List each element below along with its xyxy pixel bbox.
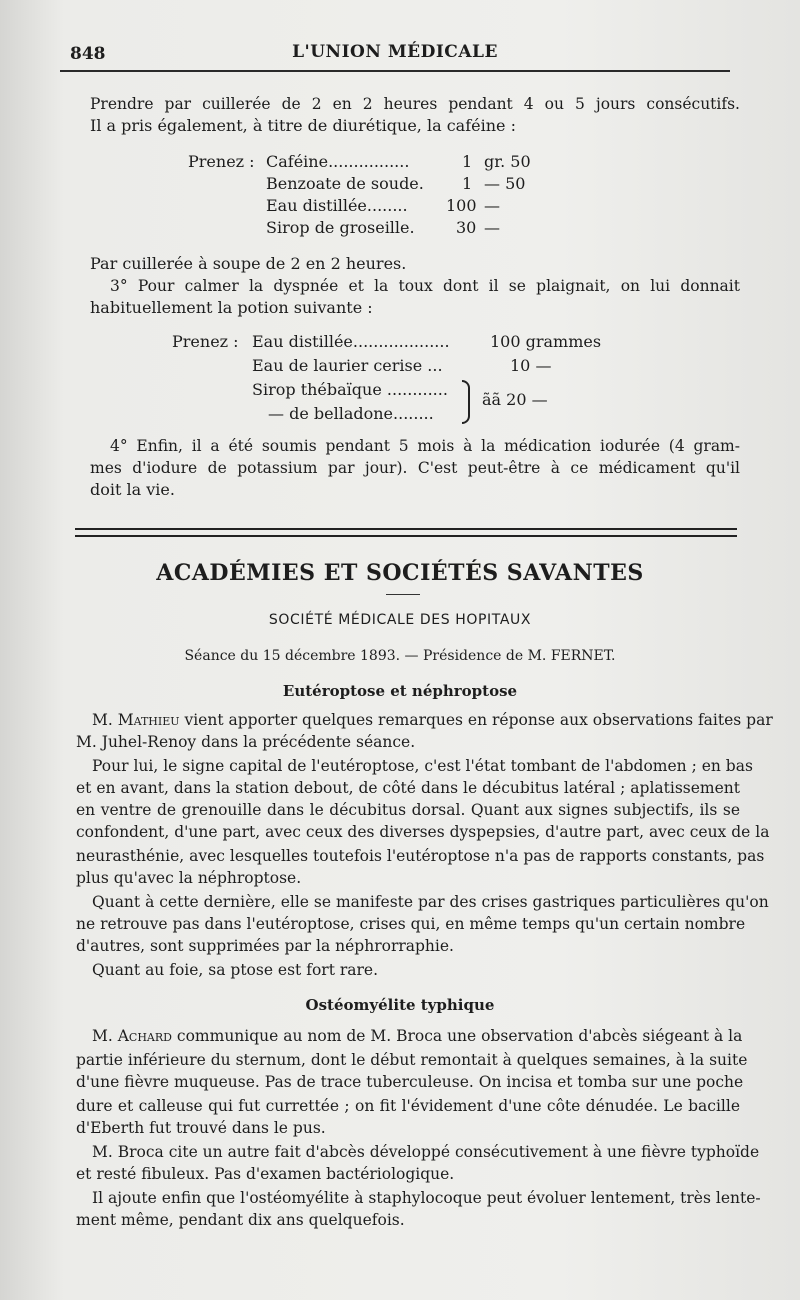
rx1-item-name: Benzoate de soude. bbox=[266, 174, 424, 193]
rx1-item-name: Caféine................ bbox=[266, 152, 410, 171]
rx1-item-unit: — bbox=[484, 218, 500, 237]
article2-line: et resté fibuleux. Pas d'examen bactériologique. bbox=[76, 1165, 455, 1183]
rx2-item-name: Eau distillée................... bbox=[252, 332, 450, 351]
article1-line: M. Mathieu vient apporter quelques remarques en réponse aux observations faites par bbox=[92, 711, 773, 729]
article1-line: Quant au foie, sa ptose est fort rare. bbox=[92, 961, 379, 979]
para-soupe: Par cuillerée à soupe de 2 en 2 heures. bbox=[90, 254, 407, 273]
article-title: Ostéomyélite typhique bbox=[305, 996, 495, 1014]
article1-line: Pour lui, le signe capital de l'eutéroptose, c'est l'état tombant de l'abdomen ; en bas bbox=[92, 757, 753, 775]
para4-line-2: mes d'iodure de potassium par jour). C'est peut-être à ce médicament qu'il bbox=[90, 459, 740, 477]
article2-line: dure et calleuse qui fut currettée ; on fit l'évidement d'une côte dénudée. Le bacille bbox=[76, 1097, 740, 1115]
article2-line: ment même, pendant dix ans quelquefois. bbox=[76, 1211, 405, 1229]
title-rule bbox=[386, 594, 420, 595]
article2-line: M. Achard communique au nom de M. Broca une observation d'abcès siégeant à la bbox=[92, 1027, 743, 1045]
article1-line: neurasthénie, avec lesquelles toutefois l'eutéroptose n'a pas de rapports constants, pas bbox=[76, 847, 765, 865]
section-divider bbox=[75, 528, 737, 537]
rx1-item-qty: 30 bbox=[456, 218, 477, 237]
para3-line-1: 3° Pour calmer la dyspnée et la toux dont il se plaignait, on lui donnait bbox=[110, 277, 740, 295]
rx1-item-qty: 1 bbox=[462, 152, 473, 171]
article2-line: M. Broca cite un autre fait d'abcès développé consécutivement à une fièvre typhoïde bbox=[92, 1143, 760, 1161]
journal-title: L'UNION MÉDICALE bbox=[292, 42, 498, 62]
para4-line-1: 4° Enfin, il a été soumis pendant 5 mois à la médication iodurée (4 gram- bbox=[110, 437, 740, 455]
article-title: Eutéroptose et néphroptose bbox=[282, 682, 518, 700]
section-title: ACADÉMIES ET SOCIÉTÉS SAVANTES bbox=[156, 560, 644, 586]
rx1-item-name: Eau distillée........ bbox=[266, 196, 408, 215]
speaker-name: Mathieu bbox=[117, 711, 180, 729]
article1-line: M. Juhel-Renoy dans la précédente séance. bbox=[76, 733, 416, 751]
article1-line: en ventre de grenouille dans le décubitus dorsal. Quant aux signes subjectifs, ils se bbox=[76, 801, 740, 819]
article1-line: confondent, d'une part, avec ceux des diverses dyspepsies, d'autre part, avec ceux de la bbox=[76, 823, 770, 841]
rx2-item-name: Sirop thébaïque ............ bbox=[252, 380, 448, 399]
rx1-item-qty: 1 bbox=[462, 174, 473, 193]
rx1-item-qty: 100 bbox=[446, 196, 477, 215]
rx2-prenez: Prenez : bbox=[172, 332, 239, 351]
rx1-item-unit: — 50 bbox=[484, 174, 526, 193]
society-name: SOCIÉTÉ MÉDICALE DES HOPITAUX bbox=[268, 612, 532, 628]
page-number: 848 bbox=[70, 44, 106, 64]
rx1-item-unit: gr. 50 bbox=[484, 152, 531, 171]
article2-line: d'Eberth fut trouvé dans le pus. bbox=[76, 1119, 326, 1137]
article1-line: Quant à cette dernière, elle se manifeste par des crises gastriques particulières qu'on bbox=[92, 893, 769, 911]
running-header bbox=[60, 36, 730, 72]
article1-line: et en avant, dans la station debout, de côté dans le décubitus latéral ; aplatissement bbox=[76, 779, 740, 797]
para3-line-2: habituellement la potion suivante : bbox=[90, 298, 373, 317]
seance-line: Séance du 15 décembre 1893. — Présidence de M. FERNET. bbox=[184, 648, 616, 664]
article2-line: d'une fièvre muqueuse. Pas de trace tuberculeuse. On incisa et tomba sur une poche bbox=[76, 1073, 744, 1091]
intro-line-2: Il a pris également, à titre de diurétique, la caféine : bbox=[90, 116, 516, 135]
article2-line: Il ajoute enfin que l'ostéomyélite à staphylocoque peut évoluer lentement, très lente- bbox=[92, 1189, 761, 1207]
rx2-item-qty: 100 grammes bbox=[490, 332, 602, 351]
article2-line: partie inférieure du sternum, dont le début remontait à quelques semaines, à la suite bbox=[76, 1051, 748, 1069]
rx2-item-name: Eau de laurier cerise ... bbox=[252, 356, 443, 375]
rx1-item-name: Sirop de groseille. bbox=[266, 218, 415, 237]
speaker-name: Achard bbox=[117, 1027, 172, 1045]
intro-line-1: Prendre par cuillerée de 2 en 2 heures pendant 4 ou 5 jours consécutifs. bbox=[90, 95, 740, 113]
rx2-brace-qty: ãã 20 — bbox=[482, 390, 548, 409]
rx2-item-qty: 10 — bbox=[510, 356, 552, 375]
article1-line: plus qu'avec la néphroptose. bbox=[76, 869, 302, 887]
rx2-item-name: — de belladone........ bbox=[268, 404, 434, 423]
rx2-brace bbox=[462, 380, 470, 424]
para4-line-3: doit la vie. bbox=[90, 480, 175, 499]
article1-line: d'autres, sont supprimées par la néphrorraphie. bbox=[76, 937, 454, 955]
rx1-item-unit: — bbox=[484, 196, 500, 215]
article1-line: ne retrouve pas dans l'eutéroptose, crises qui, en même temps qu'un certain nombre bbox=[76, 915, 746, 933]
rx1-prenez: Prenez : bbox=[188, 152, 255, 171]
